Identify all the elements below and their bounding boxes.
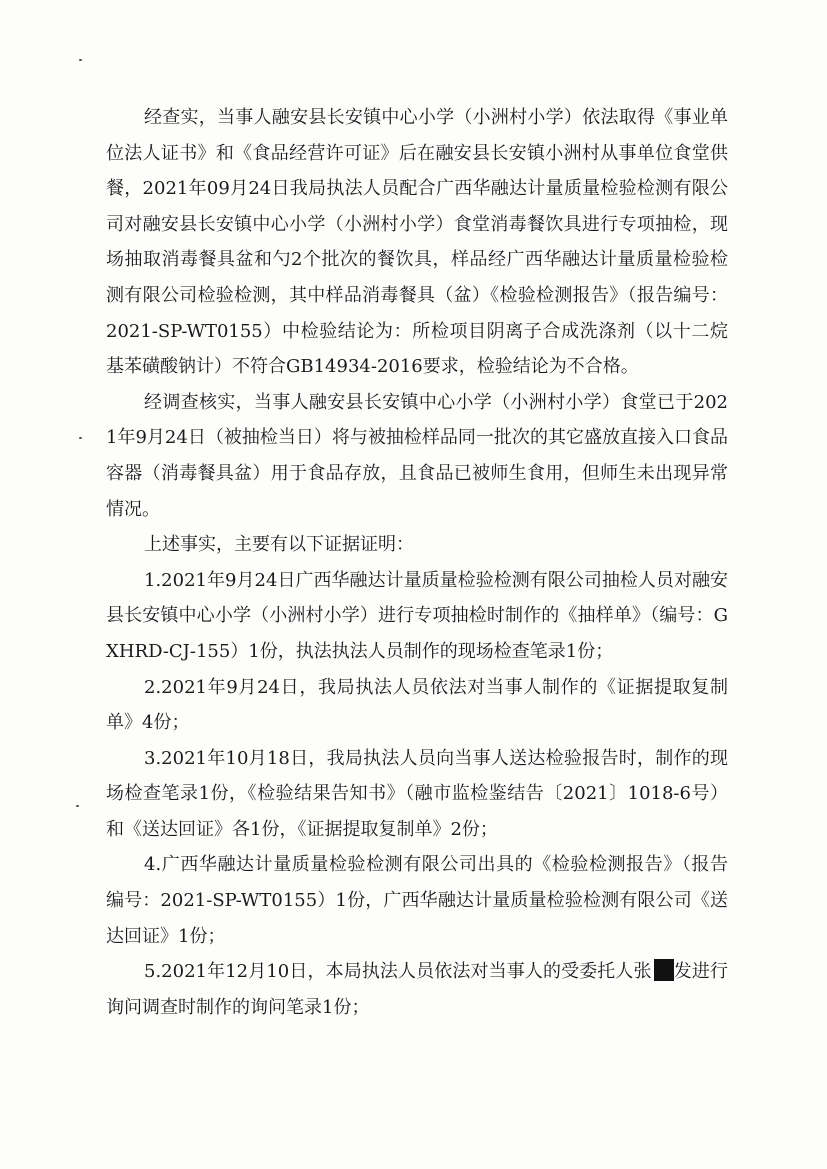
- redaction-block: [654, 959, 674, 981]
- paragraph-evidence-intro: 上述事实，主要有以下证据证明：: [144, 534, 414, 556]
- document-body: [106, 100, 728, 1025]
- evidence-item-1: 1.2021年9月24日广西华融达计量质量检验检测有限公司抽检人员对融安县长安镇中心小学（小洲村小学）进行专项抽检时制作的《抽样单》（编号：GXHRD-CJ-155）1份，执法执法人员制作的现场检查笔录1份；: [106, 569, 728, 662]
- evidence-item-5-end: 发进行询问调查时制作的询问笔录1份；: [106, 961, 728, 1018]
- scan-speck: [79, 437, 82, 439]
- scan-speck: [79, 59, 82, 61]
- evidence-item-3: 3.2021年10月18日，我局执法人员向当事人送达检验报告时，制作的现场检查笔录1份，《检验结果告知书》（融市监检鉴结告〔2021〕1018-6号）和《送达回证》各1份，《证据提取复制单》2份；: [106, 747, 728, 840]
- evidence-item-5-start: 5.2021年12月10日，本局执法人员依法对当事人的受委托人张: [144, 961, 652, 983]
- scan-speck: [76, 805, 79, 807]
- evidence-item-5: [106, 954, 728, 1025]
- paragraph-investigation: 经调查核实，当事人融安县长安镇中心小学（小洲村小学）食堂已于2021年9月24日（被抽检当日）将与被抽检样品同一批次的其它盛放直接入口食品容器（消毒餐具盆）用于食品存放，且食品已被师生食用，但师生未出现异常情况。: [106, 391, 728, 520]
- paragraph-findings: 经查实，当事人融安县长安镇中心小学（小洲村小学）依法取得《事业单位法人证书》和《食品经营许可证》后在融安县长安镇小洲村从事单位食堂供餐，2021年09月24日我局执法人员配合广西华融达计量质量检验检测有限公司对融安县长安镇中心小学（小洲村小学）食堂消毒餐饮具进行专项抽检，现场抽取消毒餐具盆和勺2个批次的餐饮具，样品经广西华融达计量质量检验检测有限公司检验检测，其中样品消毒餐具（盆）《检验检测报告》（报告编号：2021-SP-WT0155）中检验结论为：所检项目阴离子合成洗涤剂（以十二烷基苯磺酸钠计）不符合GB14934-2016要求，检验结论为不合格。: [106, 107, 728, 378]
- evidence-item-4: 4.广西华融达计量质量检验检测有限公司出具的《检验检测报告》（报告编号：2021-SP-WT0155）1份，广西华融达计量质量检验检测有限公司《送达回证》1份；: [106, 854, 728, 947]
- evidence-item-2: 2.2021年9月24日，我局执法人员依法对当事人制作的《证据提取复制单》4份；: [106, 676, 728, 734]
